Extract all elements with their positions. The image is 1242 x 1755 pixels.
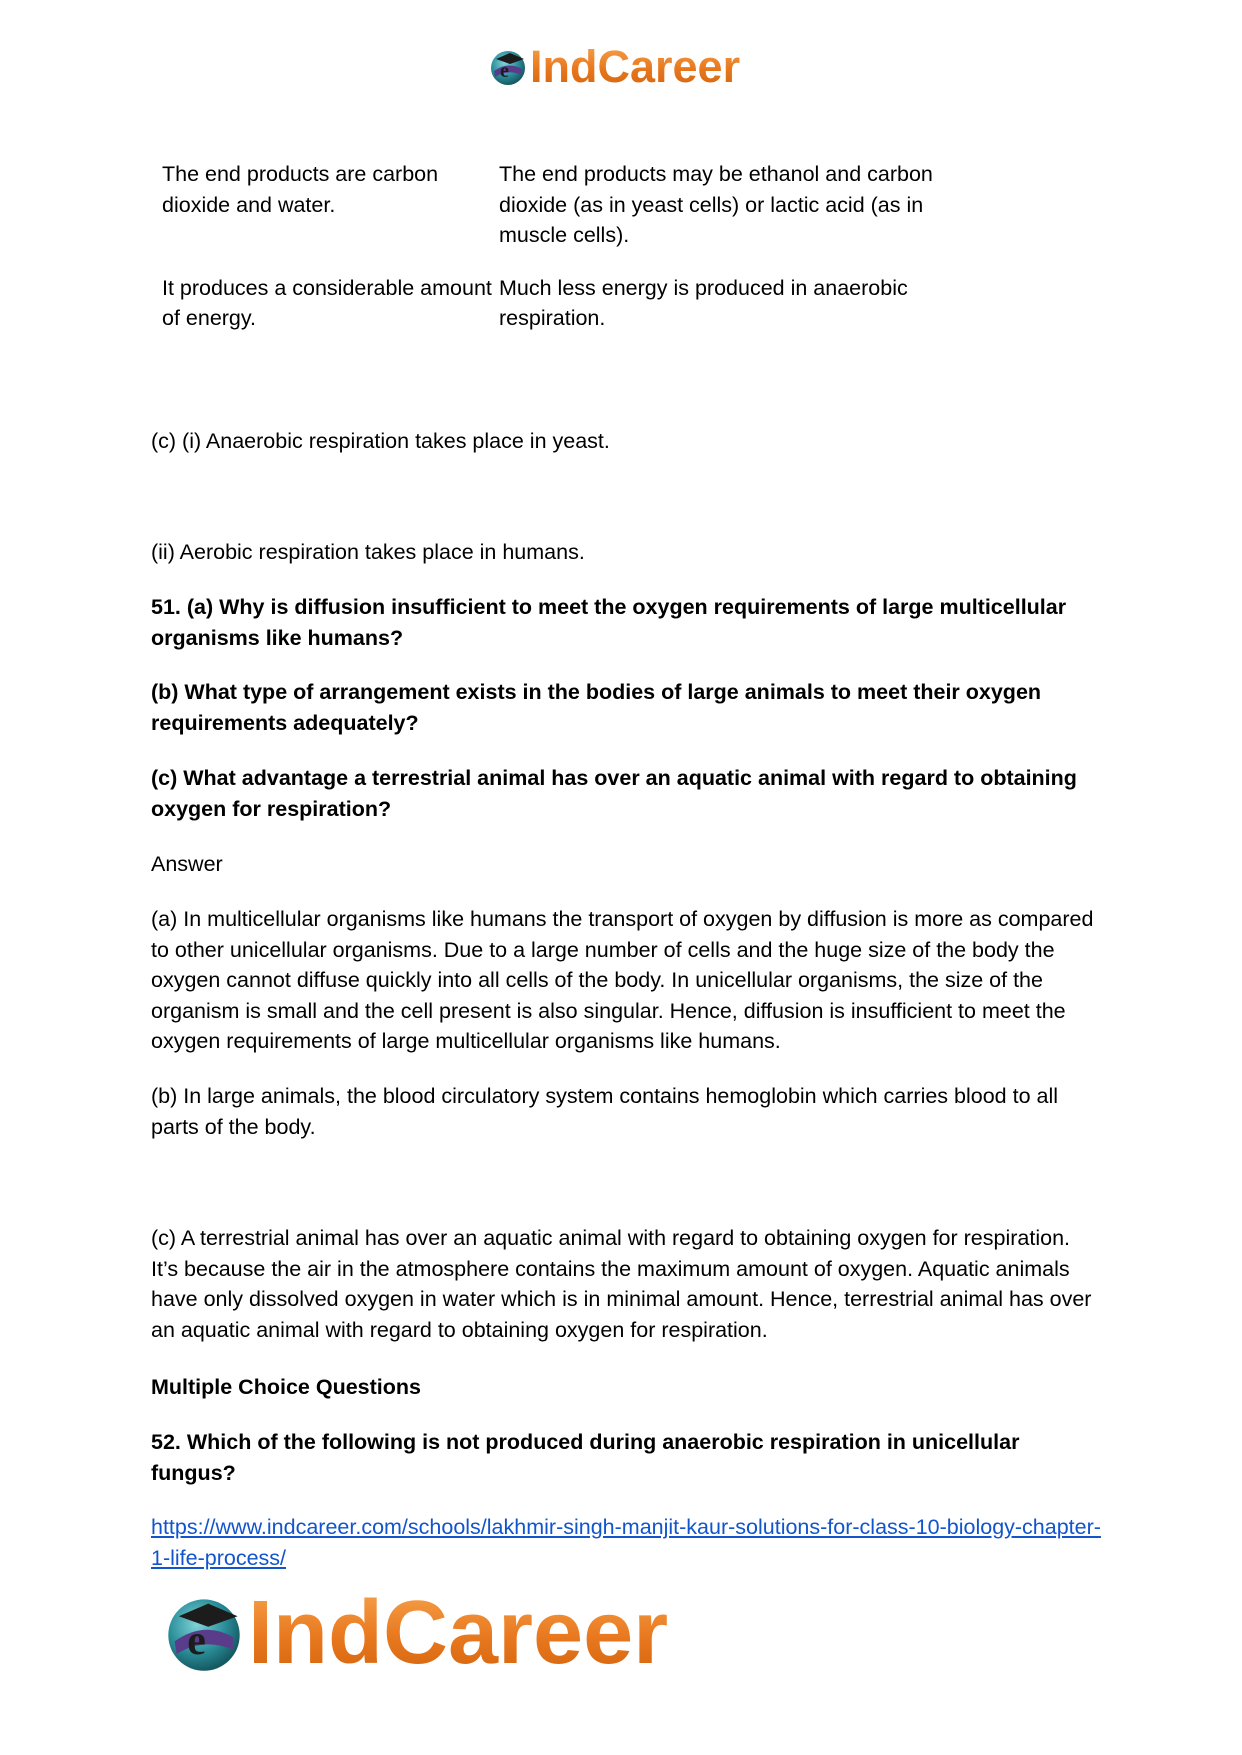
source-link[interactable]: https://www.indcareer.com/schools/lakhmir-singh-manjit-kaur-solutions-for-class-10-biology-chapter-1-life-process/ [151,1515,1101,1570]
respiration-comparison-table [162,159,982,356]
footer-logo-text: IndCareer [248,1583,669,1683]
table-cell-anaerobic: The end products may be ethanol and carbon dioxide (as in yeast cells) or lactic acid (as in muscle cells). [499,162,933,247]
answer-c-i: (c) (i) Anaerobic respiration takes place in yeast. [151,429,610,453]
footer-logo [162,1583,669,1683]
table-cell-aerobic: It produces a considerable amount of energy. [162,275,492,330]
answer-51-b: (b) In large animals, the blood circulatory system contains hemoglobin which carries blood to all parts of the body. [151,1084,1059,1139]
table-row [162,273,982,334]
table-cell-anaerobic: Much less energy is produced in anaerobic respiration. [499,275,908,330]
answer-label: Answer [151,852,223,876]
mcq-heading: Multiple Choice Questions [151,1375,421,1399]
globe-icon [488,47,528,87]
header-logo-text: IndCareer [530,41,741,92]
answer-c-ii: (ii) Aerobic respiration takes place in humans. [151,540,585,564]
svg-text:e: e [187,1618,206,1664]
question-51-a: 51. (a) Why is diffusion insufficient to meet the oxygen requirements of large multicellular organisms like humans? [151,595,1067,650]
answer-51-a: (a) In multicellular organisms like humans the transport of oxygen by diffusion is more as compared to other unicellular organisms. Due to a large number of cells and the huge size of the body the oxygen cannot diffuse quickly into all cells of the body. In unicellular organisms, the size of the organism is small and the cell present is also singular. Hence, diffusion is insufficient to meet the oxygen requirements of large multicellular organisms like humans. [151,907,1094,1053]
question-51-c: (c) What advantage a terrestrial animal has over an aquatic animal with regard to obtaining oxygen for respiration? [151,766,1077,821]
question-51-b: (b) What type of arrangement exists in the bodies of large animals to meet their oxygen requirements adequately? [151,680,1042,735]
globe-icon [162,1591,246,1675]
header-logo [488,41,741,92]
answer-51-c: (c) A terrestrial animal has over an aquatic animal with regard to obtaining oxygen for respiration. It’s because the air in the atmosphere contains the maximum amount of oxygen. Aquatic animals have only dissolved oxygen in water which is in minimal amount. Hence, terrestrial animal has over an aquatic animal with regard to obtaining oxygen for respiration. [151,1226,1092,1342]
table-row [162,159,982,251]
svg-text:e: e [500,59,509,82]
question-52: 52. Which of the following is not produced during anaerobic respiration in unicellular fungus? [151,1430,1020,1485]
table-cell-aerobic: The end products are carbon dioxide and water. [162,162,439,217]
source-link-paragraph [151,1512,1101,1573]
